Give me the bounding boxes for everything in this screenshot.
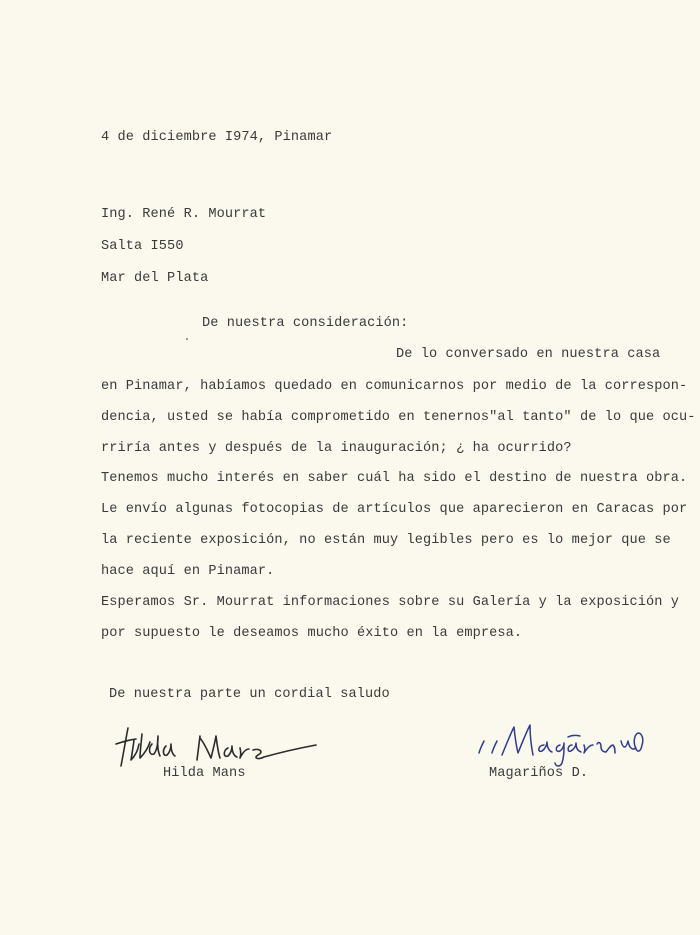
signature-name-2: Magariños D. [489, 766, 589, 781]
body-line-4: rriría antes y después de la inauguración; ¿ ha ocurrido? [101, 441, 572, 456]
signature-magarinos [470, 715, 650, 771]
body-line-10: por supuesto le deseamos mucho éxito en la empresa. [101, 626, 523, 641]
letter-date: 4 de diciembre I974, Pinamar [101, 130, 333, 145]
body-line-5: Tenemos mucho interés en saber cuál ha sido el destino de nuestra obra. [101, 471, 688, 486]
signature-name-1: Hilda Mans [163, 766, 246, 781]
signature-hilda-mans [112, 722, 322, 772]
body-line-2: en Pinamar, habíamos quedado en comunicarnos por medio de la correspon- [101, 379, 688, 394]
body-line-9: Esperamos Sr. Mourrat informaciones sobre su Galería y la exposición y [101, 595, 680, 610]
body-line-3: dencia, usted se había comprometido en tenernos"al tanto" de lo que ocu- [101, 410, 696, 425]
letter-closing: De nuestra parte un cordial saludo [109, 687, 390, 702]
body-line-6: Le envío algunas fotocopias de artículos que aparecieron en Caracas por [101, 502, 688, 517]
letter-salutation: De nuestra consideración: [202, 316, 409, 331]
recipient-street: Salta I550 [101, 239, 184, 254]
body-line-7: la reciente exposición, no están muy legibles pero es lo mejor que se [101, 533, 671, 548]
recipient-name: Ing. René R. Mourrat [101, 207, 267, 222]
body-line-1: De lo conversado en nuestra casa [396, 347, 661, 362]
body-line-8: hace aquí en Pinamar. [101, 564, 275, 579]
ink-speck [186, 338, 188, 340]
recipient-city: Mar del Plata [101, 271, 209, 286]
